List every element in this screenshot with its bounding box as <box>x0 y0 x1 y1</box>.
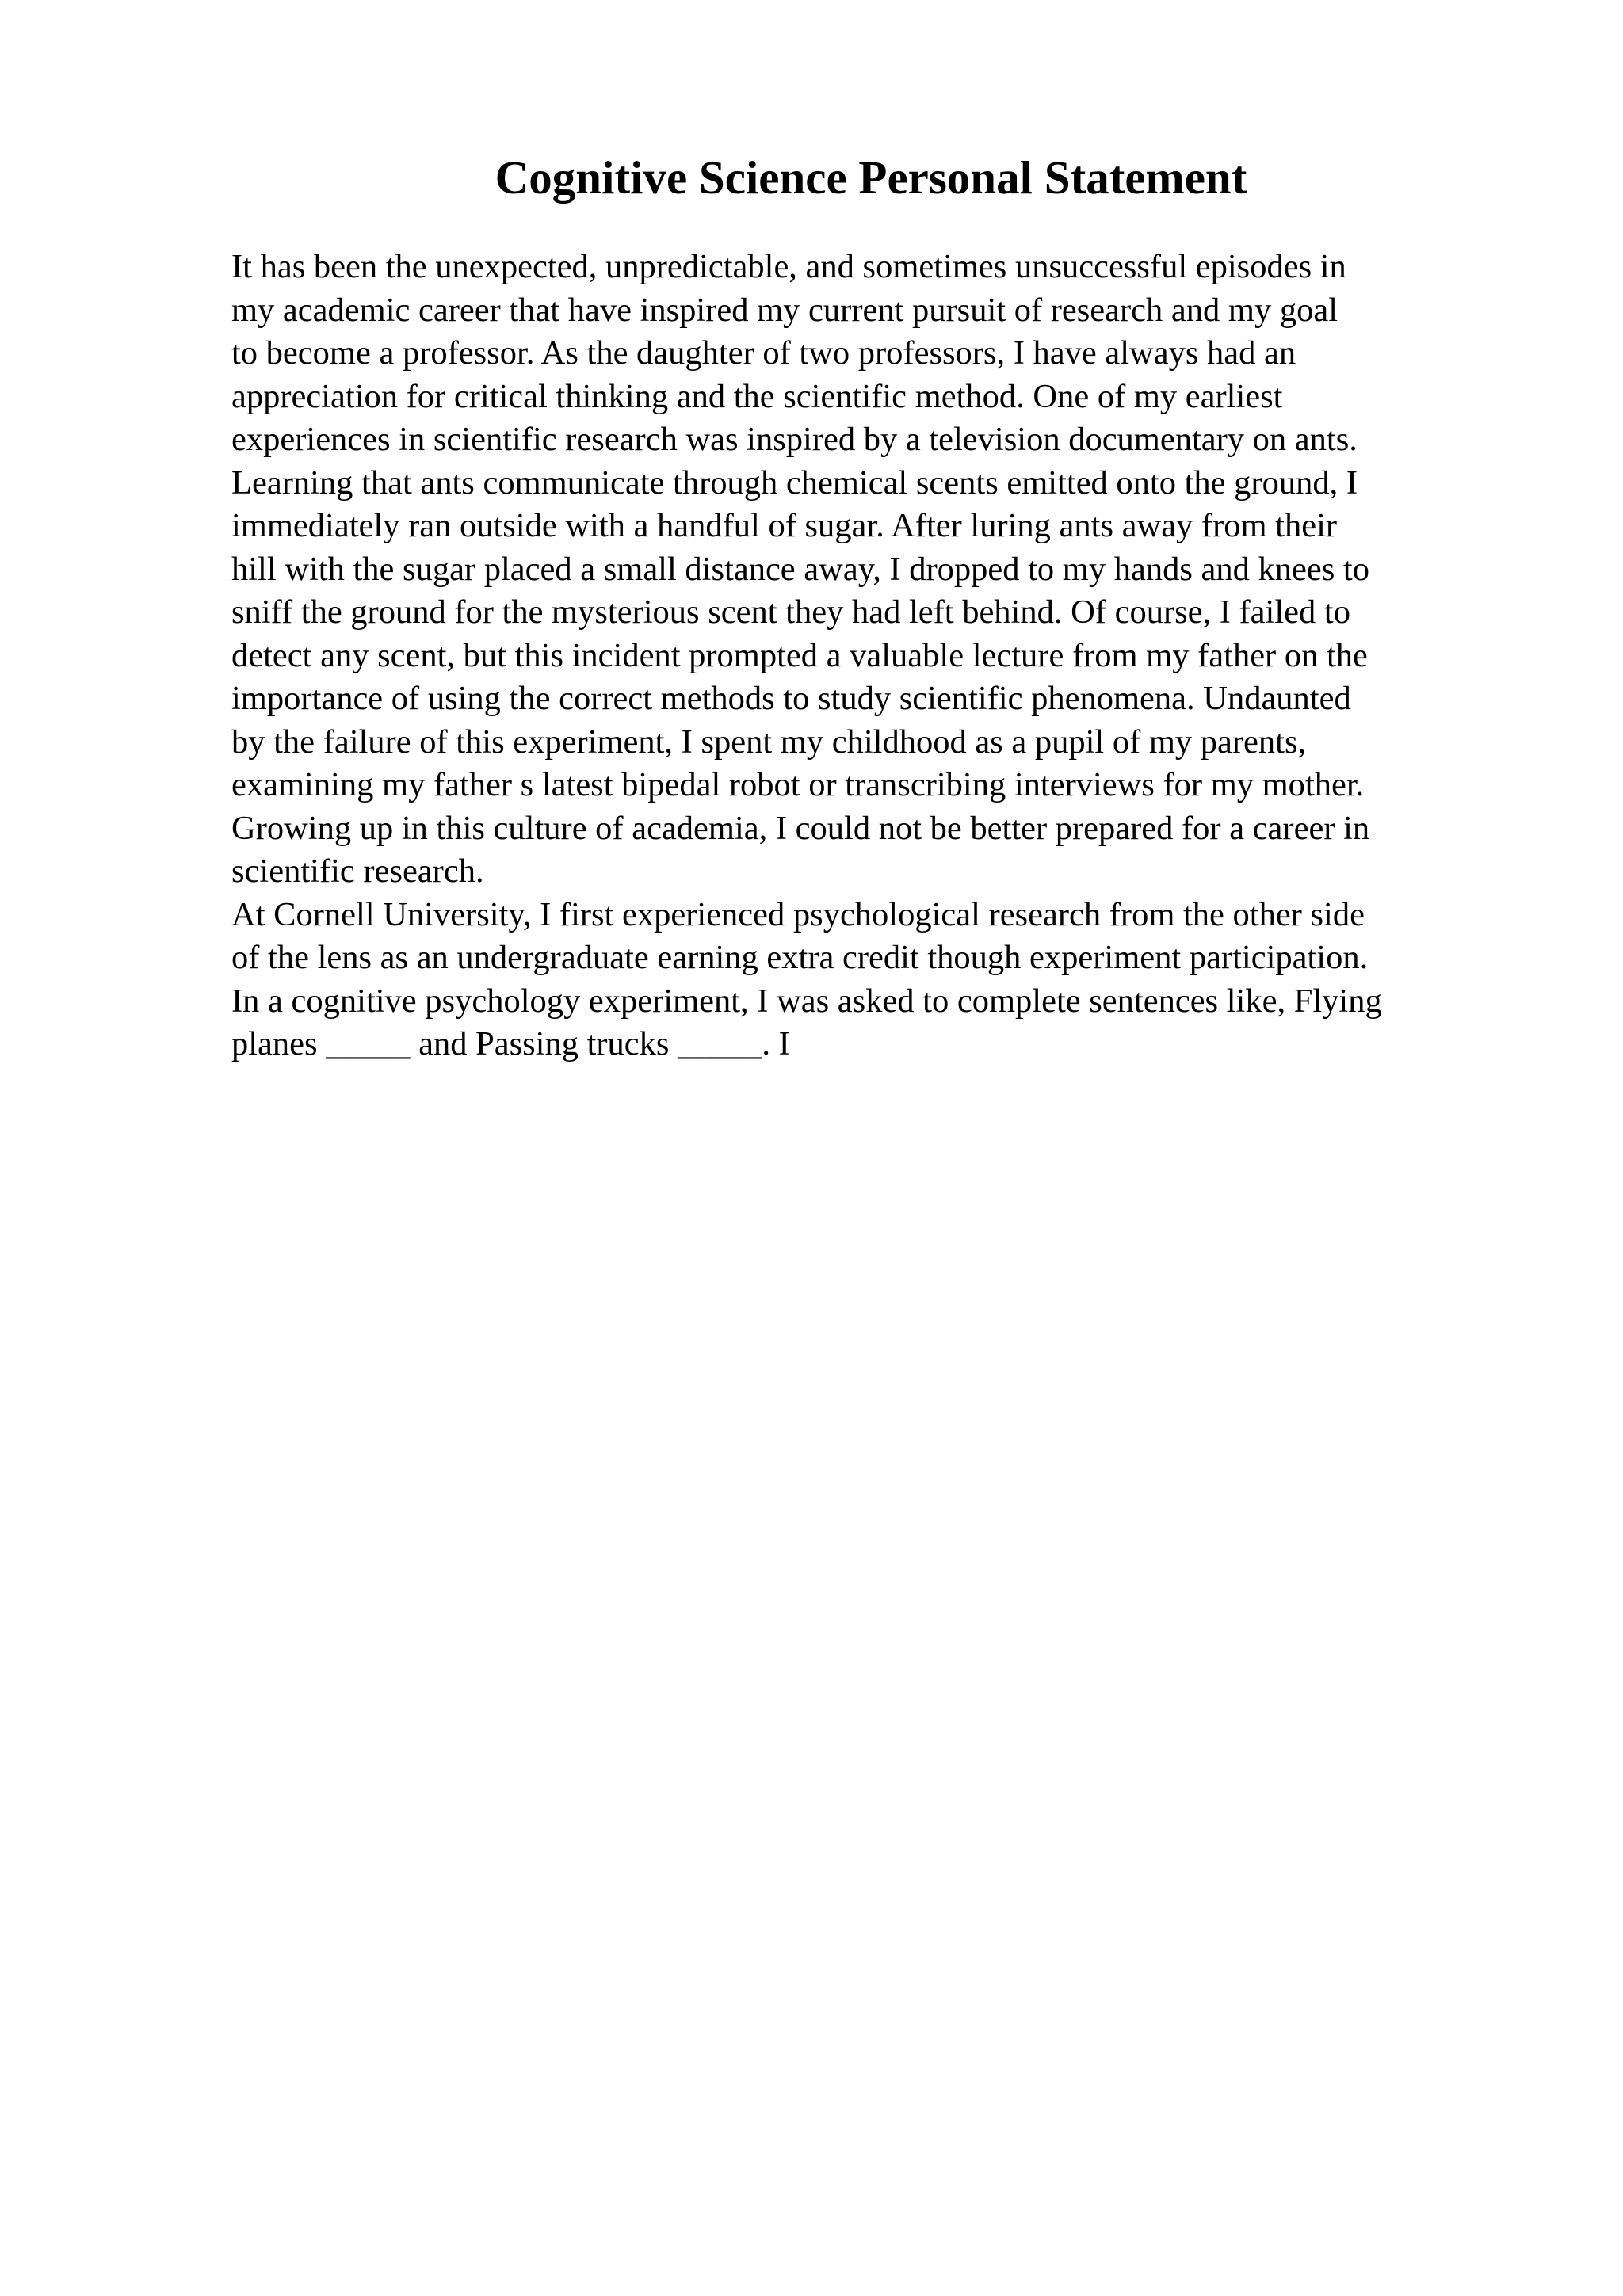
body-line: by the failure of this experiment, I spent my childhood as a pupil of my parents, <box>231 723 1307 761</box>
body-line: detect any scent, but this incident prompted a valuable lecture from my father on the <box>231 636 1368 674</box>
body-line: appreciation for critical thinking and the scientific method. One of my earliest <box>231 377 1283 415</box>
body-line: immediately ran outside with a handful of sugar. After luring ants away from their <box>231 507 1338 544</box>
body-line: experiences in scientific research was inspired by a television documentary on ants. <box>231 421 1358 458</box>
body-line: Learning that ants communicate through chemical scents emitted onto the ground, I <box>231 463 1358 502</box>
body-line: At Cornell University, I first experienced psychological research from the other side <box>231 895 1365 933</box>
body-line: hill with the sugar placed a small distance away, I dropped to my hands and knees to <box>231 550 1369 588</box>
document-title: Cognitive Science Personal Statement <box>495 151 1247 204</box>
body-line: my academic career that have inspired my current pursuit of research and my goal <box>231 291 1338 329</box>
body-line: of the lens as an undergraduate earning extra credit though experiment participation. <box>231 939 1369 976</box>
body-line: sniff the ground for the mysterious scent they had left behind. Of course, I failed to <box>231 593 1350 631</box>
body-line: scientific research. <box>231 852 484 890</box>
body-line: importance of using the correct methods to study scientific phenomena. Undaunted <box>231 680 1351 717</box>
body-line: It has been the unexpected, unpredictable, and sometimes unsuccessful episodes in <box>231 248 1346 285</box>
document-body <box>231 246 1515 1066</box>
body-line: planes _____ and Passing trucks _____. I <box>231 1025 790 1062</box>
body-line: In a cognitive psychology experiment, I was asked to complete sentences like, Flying <box>231 982 1382 1020</box>
body-line: examining my father s latest bipedal robot or transcribing interviews for my mother. <box>231 766 1365 803</box>
body-line: Growing up in this culture of academia, I could not be better prepared for a career in <box>231 809 1370 847</box>
body-line: to become a professor. As the daughter of two professors, I have always had an <box>231 334 1296 372</box>
